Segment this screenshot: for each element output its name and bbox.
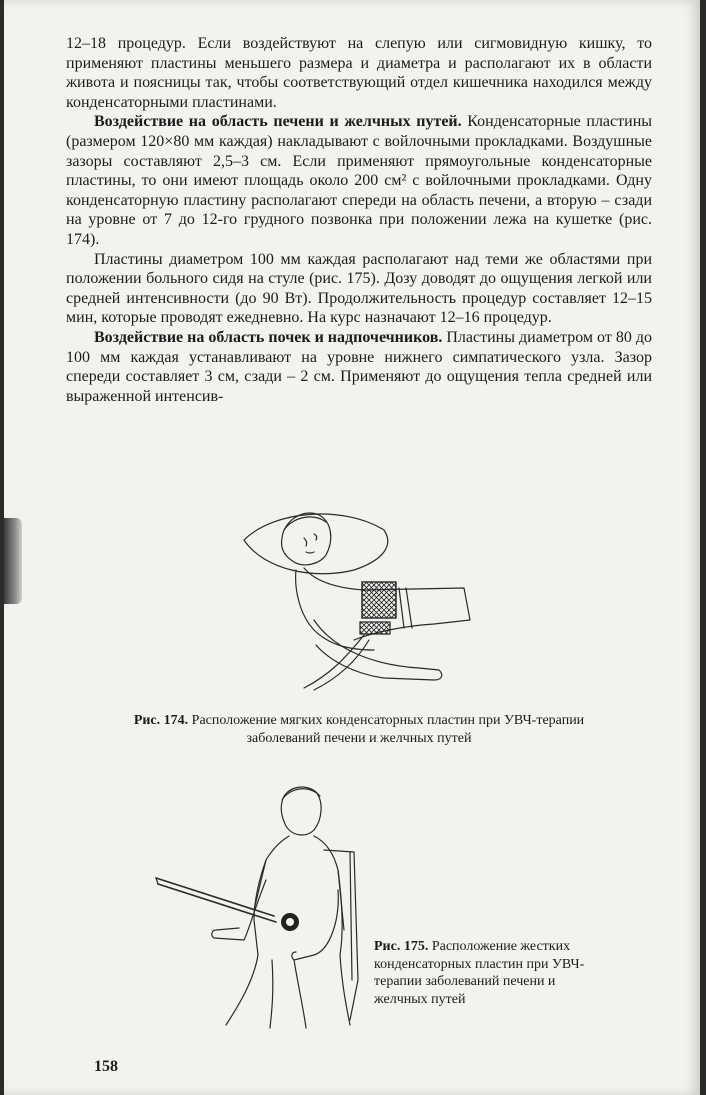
paragraph-3 [66, 250, 652, 328]
figure-175-caption-text: Расположение жестких конденсаторных пластин при УВЧ-терапии заболеваний печени и желчных путей [374, 939, 585, 1007]
figure-174-label: Рис. 174. [133, 713, 189, 728]
body-text [66, 34, 652, 406]
paragraph-2 [66, 112, 652, 249]
book-page [4, 0, 700, 1095]
paragraph-2-text: Конденсаторные пластины (размером 120×80 мм каждая) накладывают с войлочными прокладками. Воздушные зазоры составляют 2,5–3 см. Если применяют прямоугольные конденсаторные пластины, то они имеют площадь около 200 см² с войлочными прокладками. Одну конденсаторную пластину располагают спереди на область печени, а вторую – сзади на уровне от 7 до 12-го грудного позвонка при положении лежа на кушетке (рис. 174). [66, 113, 652, 248]
figure-175-caption [374, 938, 594, 1008]
page-number: 158 [94, 1058, 118, 1075]
figure-174-caption [104, 712, 614, 748]
paragraph-4-text: Пластины диаметром от 80 до 100 мм каждая устанавливают на уровне нижнего симпатического узла. Зазор спереди составляет 3 см, сзади – 2 см. Применяют до ощущения тепла средней или выраженной интенсив- [66, 328, 652, 405]
figure-175-label: Рис. 175. [374, 939, 429, 954]
paragraph-1 [66, 34, 652, 112]
section-heading-liver: Воздействие на область печени и желчных путей. [94, 113, 462, 131]
section-heading-kidneys: Воздействие на область почек и надпочечников. [94, 328, 443, 346]
figure-175-illustration [154, 780, 369, 1030]
figure-174-caption-text: Расположение мягких конденсаторных пластин при УВЧ-терапии заболеваний печени и желчных путей [188, 713, 585, 746]
binding-clip [4, 518, 22, 604]
paragraph-1-text: 12–18 процедур. Если воздействуют на слепую или сигмовидную кишку, то применяют пластины меньшего размера и диаметра и располагают их в области живота и поясницы так, чтобы соответствующий отдел кишечника находился между конденсаторными пластинами. [66, 35, 652, 111]
figure-174-illustration [234, 500, 484, 695]
paragraph-3-text: Пластины диаметром 100 мм каждая располагают над теми же областями при положении больного сидя на стуле (рис. 175). Дозу доводят до ощущения легкой или средней интенсивности (до 90 Вт). Продолжительность процедур составляет 12–15 мин, которые проводят ежедневно. На курс назначают 12–16 процедур. [66, 250, 652, 327]
paragraph-4 [66, 328, 652, 406]
